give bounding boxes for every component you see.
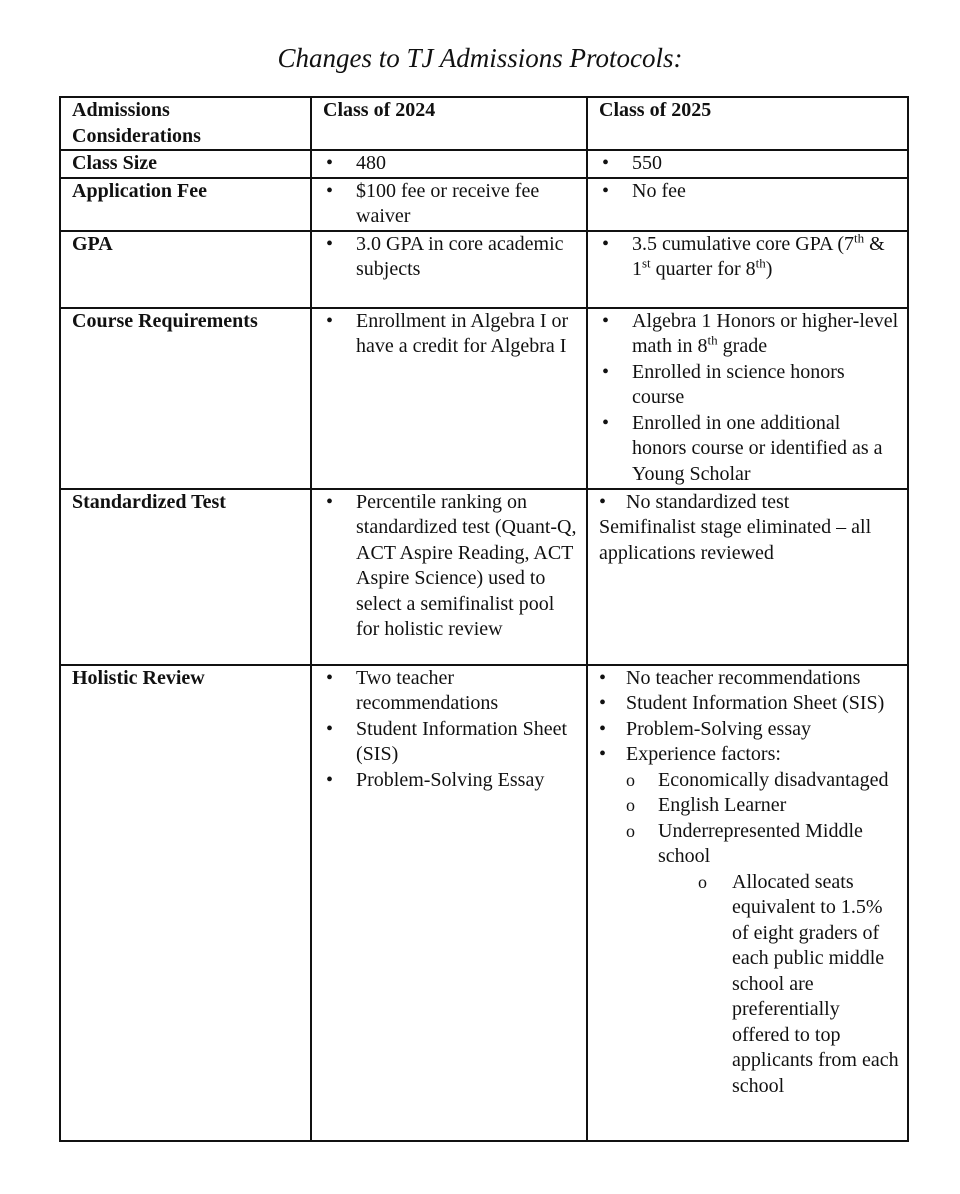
row-gpa: [60, 231, 908, 308]
list-item: • Student Information Sheet (SIS): [323, 717, 578, 768]
row-label: Standardized Test: [60, 489, 311, 665]
sub-sub-list-item: o Allocated seats equivalent to 1.5% of eight graders of each public middle school are preferentially offered to top applicants from each school: [698, 870, 899, 1100]
row-label: GPA: [60, 231, 311, 308]
list-item: • Problem-Solving Essay: [323, 768, 578, 794]
cell-2024: [311, 178, 587, 231]
list-item: • Algebra 1 Honors or higher-level math in 8th grade: [599, 309, 899, 360]
sub-list-item: o Underrepresented Middle school o Allocated seats equivalent to 1.5% of eight graders of each public middle school are preferentially offered to top applicants from each school: [626, 819, 899, 1100]
row-class-size: [60, 150, 908, 178]
cell-2025: [587, 150, 908, 178]
list-item: • Enrollment in Algebra I or have a credit for Algebra I: [323, 309, 578, 360]
header-class-of-2025: Class of 2025: [587, 97, 908, 150]
row-label: Course Requirements: [60, 308, 311, 489]
cell-2024: [311, 489, 587, 665]
list-item: • No teacher recommendations: [599, 666, 899, 692]
row-application-fee: [60, 178, 908, 231]
list-item: • Student Information Sheet (SIS): [599, 691, 899, 717]
cell-2024: [311, 665, 587, 1141]
list-item: • 3.5 cumulative core GPA (7th & 1st quarter for 8th): [599, 232, 899, 283]
list-item: • Percentile ranking on standardized test (Quant-Q, ACT Aspire Reading, ACT Aspire Science) used to select a semifinalist pool for holistic review: [323, 490, 578, 643]
cell-2025: [587, 178, 908, 231]
list-item: • Enrolled in one additional honors course or identified as a Young Scholar: [599, 411, 899, 488]
semifinalist-note: Semifinalist stage eliminated – all applications reviewed: [599, 516, 872, 564]
row-holistic-review: [60, 665, 908, 1141]
document-title: Changes to TJ Admissions Protocols:: [277, 43, 683, 73]
cell-2024: [311, 308, 587, 489]
row-label: Application Fee: [60, 178, 311, 231]
list-item: • 550: [599, 151, 899, 177]
cell-2025: [587, 231, 908, 308]
cell-2025: [587, 489, 908, 665]
cell-2025: [587, 665, 908, 1141]
list-item: • 480: [323, 151, 578, 177]
row-label: Holistic Review: [60, 665, 311, 1141]
row-course-requirements: [60, 308, 908, 489]
row-label: Class Size: [60, 150, 311, 178]
header-admissions-considerations: Admissions Considerations: [60, 97, 311, 150]
header-row: [60, 97, 908, 150]
row-standardized-test: [60, 489, 908, 665]
header-class-of-2024: Class of 2024: [311, 97, 587, 150]
cell-2024: [311, 231, 587, 308]
list-item: • Problem-Solving essay: [599, 717, 899, 743]
list-item: • Two teacher recommendations: [323, 666, 578, 717]
list-item: • No standardized test: [599, 490, 899, 516]
list-item: • 3.0 GPA in core academic subjects: [323, 232, 578, 283]
list-item: • Enrolled in science honors course: [599, 360, 899, 411]
cell-2025: [587, 308, 908, 489]
list-item: • Experience factors: o Economically disadvantaged o English Learner o Underrepresented Middle school o Allocated seats equivalent to 1.5% of eight graders of each public middle school are preferentially offered to top applicants from each school: [599, 742, 899, 1099]
sub-list-item: o Economically disadvantaged: [626, 768, 899, 794]
admissions-comparison-table: [59, 96, 909, 1142]
sub-list-item: o English Learner: [626, 793, 899, 819]
cell-2024: [311, 150, 587, 178]
list-item: • No fee: [599, 179, 899, 205]
list-item: • $100 fee or receive fee waiver: [323, 179, 578, 230]
